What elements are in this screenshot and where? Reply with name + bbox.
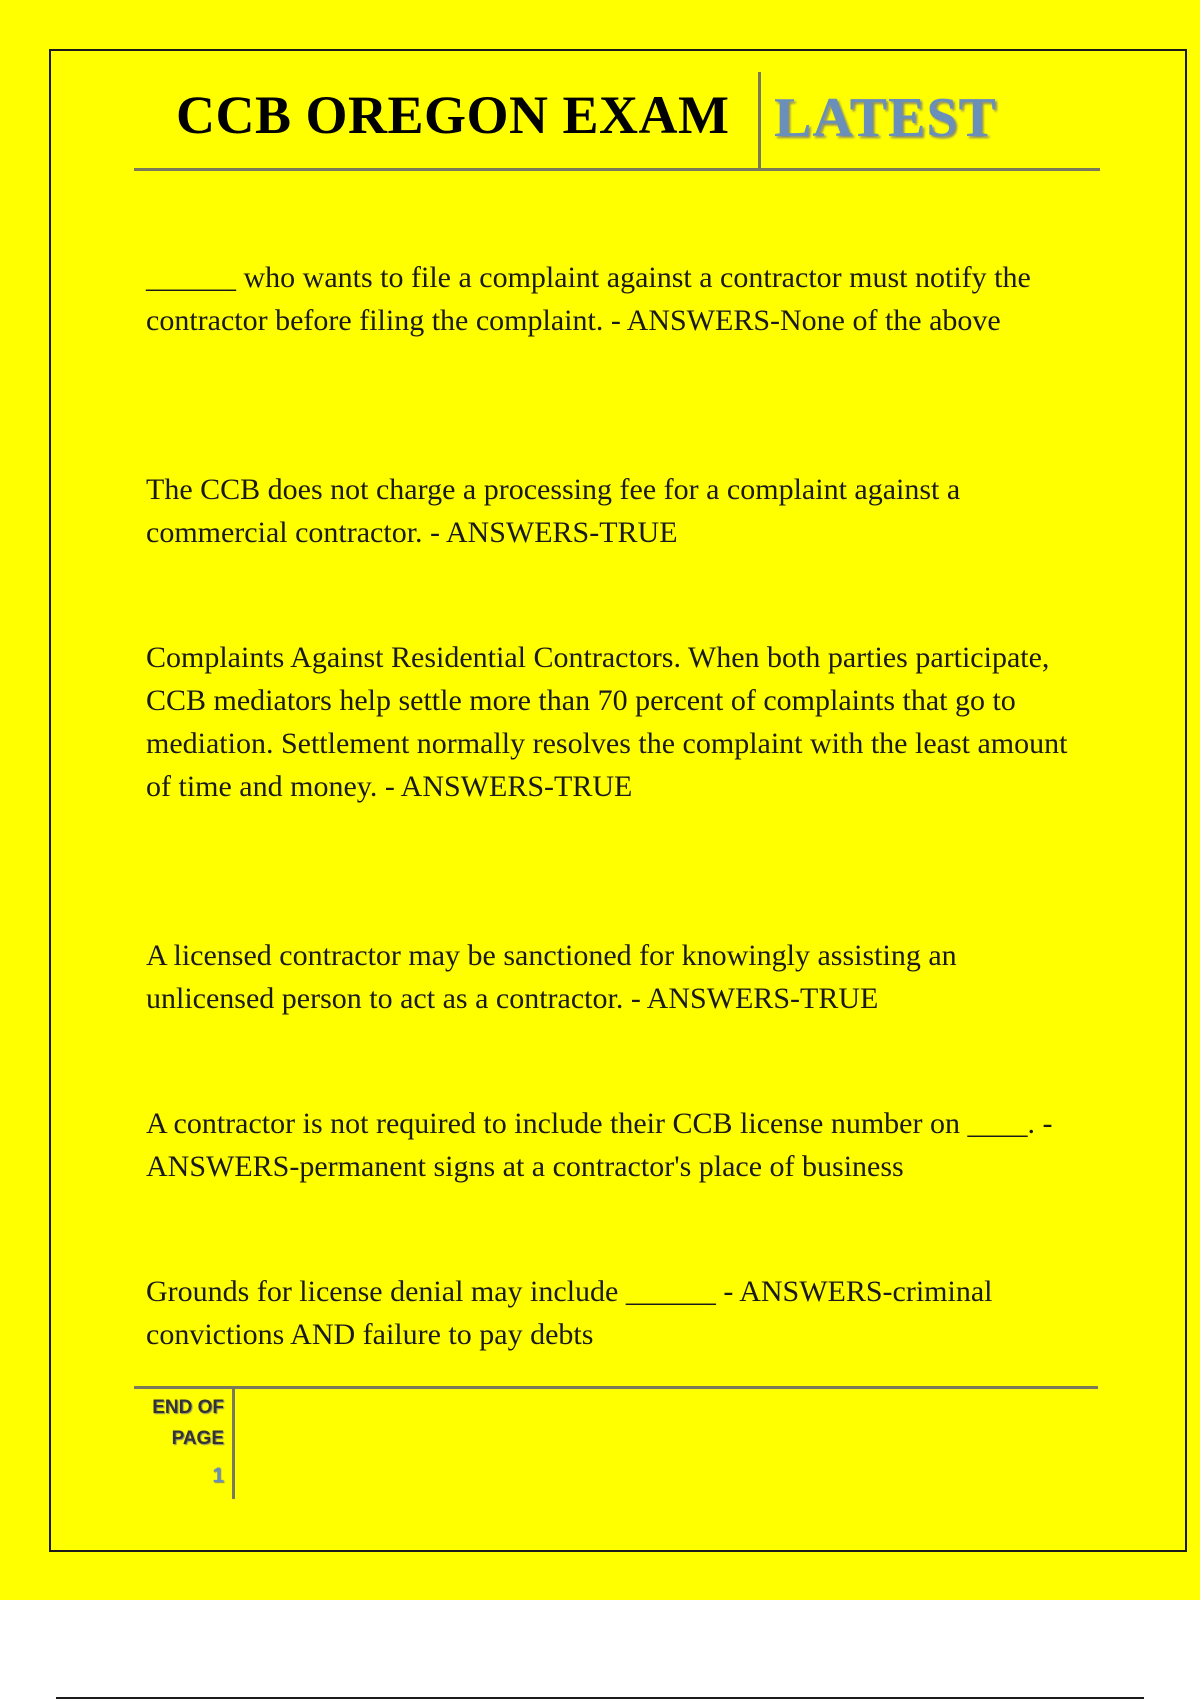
header-divider: [758, 72, 761, 168]
footer-label-line1: END OF: [152, 1397, 224, 1418]
question-item: Grounds for license denial may include ______ - ANSWERS-criminal convictions AND failure to pay debts: [146, 1275, 993, 1351]
question-item: Complaints Against Residential Contractors. When both parties participate, CCB mediators help settle more than 70 percent of complaints that go to mediation. Settlement normally resolves the complaint with the least amount of time and money. - ANSWERS-TRUE: [146, 641, 1068, 803]
question-item: The CCB does not charge a processing fee for a complaint against a commercial contractor. - ANSWERS-TRUE: [146, 473, 961, 549]
footer-label: [120, 1392, 224, 1454]
page-header: [134, 70, 1100, 171]
bottom-rule: [56, 1697, 1144, 1699]
page-number: 1: [212, 1464, 224, 1487]
footer-label-line2: PAGE: [171, 1428, 224, 1449]
footer-divider: [232, 1389, 235, 1499]
question-item: A licensed contractor may be sanctioned for knowingly assisting an unlicensed person to act as a contractor. - ANSWERS-TRUE: [146, 939, 957, 1015]
question-item: ______ who wants to file a complaint against a contractor must notify the contractor before filing the complaint. - ANSWERS-None of the above: [146, 261, 1031, 337]
page-title: CCB OREGON EXAM: [176, 85, 730, 145]
page-subtitle: LATEST: [774, 87, 997, 149]
question-item: A contractor is not required to include their CCB license number on ____. - ANSWERS-permanent signs at a contractor's place of business: [146, 1107, 1053, 1183]
footer-rule: [134, 1386, 1098, 1389]
